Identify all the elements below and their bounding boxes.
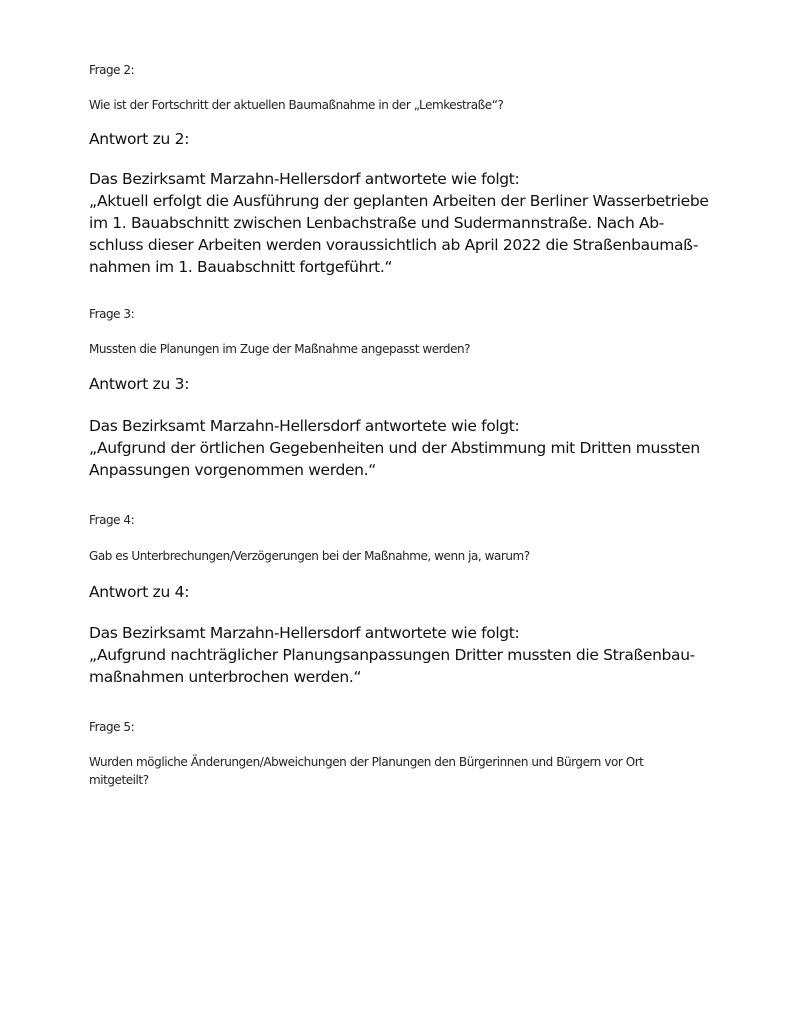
answer-heading: Antwort zu 4: — [89, 583, 190, 601]
question-label: Frage 2: — [89, 63, 135, 77]
answer-line: Das Bezirksamt Marzahn-Hellersdorf antwortete wie folgt: — [89, 624, 520, 642]
answer-line: Das Bezirksamt Marzahn-Hellersdorf antwortete wie folgt: — [89, 417, 520, 435]
answer-heading: Antwort zu 3: — [89, 375, 190, 393]
answer-line: Das Bezirksamt Marzahn-Hellersdorf antwortete wie folgt: — [89, 170, 520, 188]
answer-line: „Aufgrund der örtlichen Gegebenheiten und der Abstimmung mit Dritten mussten — [89, 439, 700, 457]
question-text: Gab es Unterbrechungen/Verzögerungen bei der Maßnahme, wenn ja, warum? — [89, 549, 530, 563]
question-label: Frage 3: — [89, 307, 135, 321]
question-label: Frage 4: — [89, 513, 135, 527]
answer-line: „Aktuell erfolgt die Ausführung der geplanten Arbeiten der Berliner Wasserbetriebe — [89, 192, 709, 210]
question-text: Wie ist der Fortschritt der aktuellen Baumaßnahme in der „Lemkestraße“? — [89, 98, 504, 112]
question-text: mitgeteilt? — [89, 773, 149, 787]
answer-heading: Antwort zu 2: — [89, 130, 190, 148]
question-text: Mussten die Planungen im Zuge der Maßnahme angepasst werden? — [89, 342, 471, 356]
question-label: Frage 5: — [89, 720, 135, 734]
answer-line: Anpassungen vorgenommen werden.“ — [89, 461, 376, 479]
question-text: Wurden mögliche Änderungen/Abweichungen der Planungen den Bürgerinnen und Bürgern vor Ort — [89, 755, 644, 769]
answer-line: „Aufgrund nachträglicher Planungsanpassungen Dritter mussten die Straßenbau- — [89, 646, 695, 664]
answer-line: nahmen im 1. Bauabschnitt fortgeführt.“ — [89, 258, 393, 276]
answer-line: schluss dieser Arbeiten werden voraussichtlich ab April 2022 die Straßenbaumaß- — [89, 236, 699, 254]
answer-line: im 1. Bauabschnitt zwischen Lenbachstraße und Sudermannstraße. Nach Ab- — [89, 214, 664, 232]
answer-line: maßnahmen unterbrochen werden.“ — [89, 668, 362, 686]
